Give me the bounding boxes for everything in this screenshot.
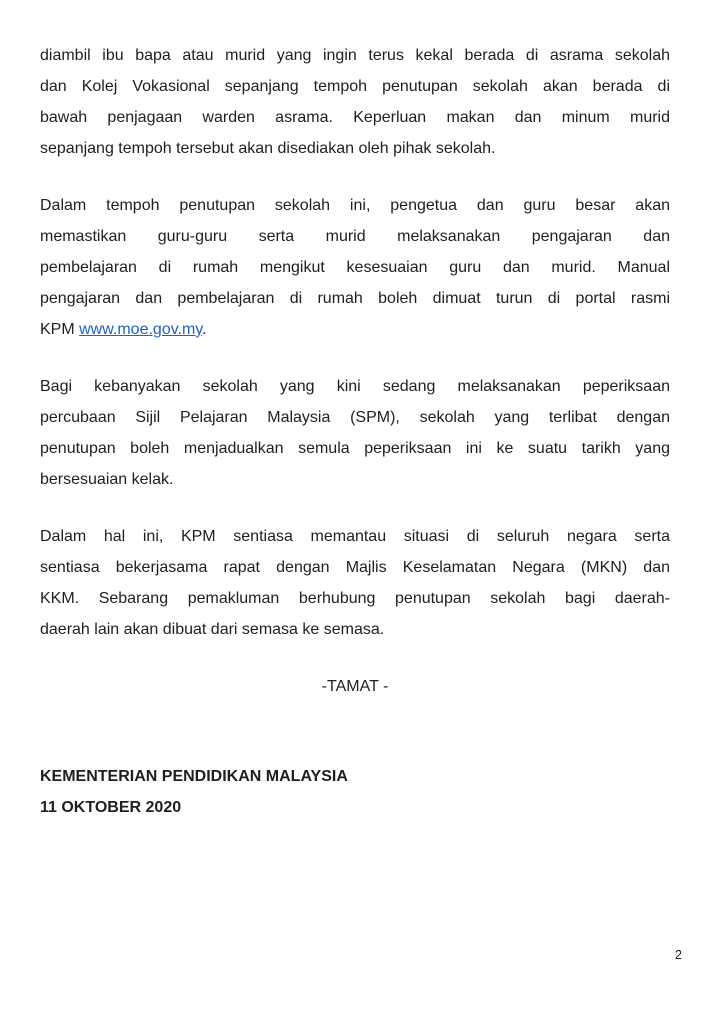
paragraph-monitoring — [40, 521, 670, 645]
text-line: sepanjang tempoh tersebut akan disediakan oleh pihak sekolah. — [40, 140, 496, 157]
text-line: pembelajaran di rumah mengikut kesesuaian guru dan murid. Manual — [40, 259, 670, 276]
page-number: 2 — [675, 948, 682, 962]
text-line: bawah penjagaan warden asrama. Keperluan makan dan minum murid — [40, 109, 670, 126]
paragraph-hostel-care — [40, 40, 670, 164]
text-line: Dalam tempoh penutupan sekolah ini, pengetua dan guru besar akan — [40, 197, 670, 214]
text-line: pengajaran dan pembelajaran di rumah boleh dimuat turun di portal rasmi — [40, 290, 670, 307]
text-line: KKM. Sebarang pemakluman berhubung penutupan sekolah bagi daerah- — [40, 590, 670, 607]
text-line: penutupan boleh menjadualkan semula peperiksaan ini ke suatu tarikh yang — [40, 440, 670, 457]
document-body — [40, 40, 670, 823]
text-line: Dalam hal ini, KPM sentiasa memantau situasi di seluruh negara serta — [40, 528, 670, 545]
text-line — [40, 314, 670, 345]
link-suffix-text: . — [202, 321, 207, 338]
text-line: Bagi kebanyakan sekolah yang kini sedang melaksanakan peperiksaan — [40, 378, 670, 395]
signature-block — [40, 761, 670, 823]
end-marker: -TAMAT - — [321, 678, 389, 695]
text-line: sentiasa bekerjasama rapat dengan Majlis Keselamatan Negara (MKN) dan — [40, 559, 670, 576]
paragraph-home-learning — [40, 190, 670, 345]
moe-portal-link[interactable]: www.moe.gov.my — [79, 321, 203, 338]
text-line: diambil ibu bapa atau murid yang ingin terus kekal berada di asrama sekolah — [40, 47, 670, 64]
link-prefix-text: KPM — [40, 321, 80, 338]
text-line: percubaan Sijil Pelajaran Malaysia (SPM), sekolah yang terlibat dengan — [40, 409, 670, 426]
paragraph-spm-trial-exam — [40, 371, 670, 495]
text-line: memastikan guru-guru serta murid melaksanakan pengajaran dan — [40, 228, 670, 245]
text-line: dan Kolej Vokasional sepanjang tempoh penutupan sekolah akan berada di — [40, 78, 670, 95]
ministry-name: KEMENTERIAN PENDIDIKAN MALAYSIA — [40, 768, 348, 785]
text-line: daerah lain akan dibuat dari semasa ke semasa. — [40, 621, 385, 638]
text-line: bersesuaian kelak. — [40, 471, 174, 488]
document-date: 11 OKTOBER 2020 — [40, 799, 182, 816]
